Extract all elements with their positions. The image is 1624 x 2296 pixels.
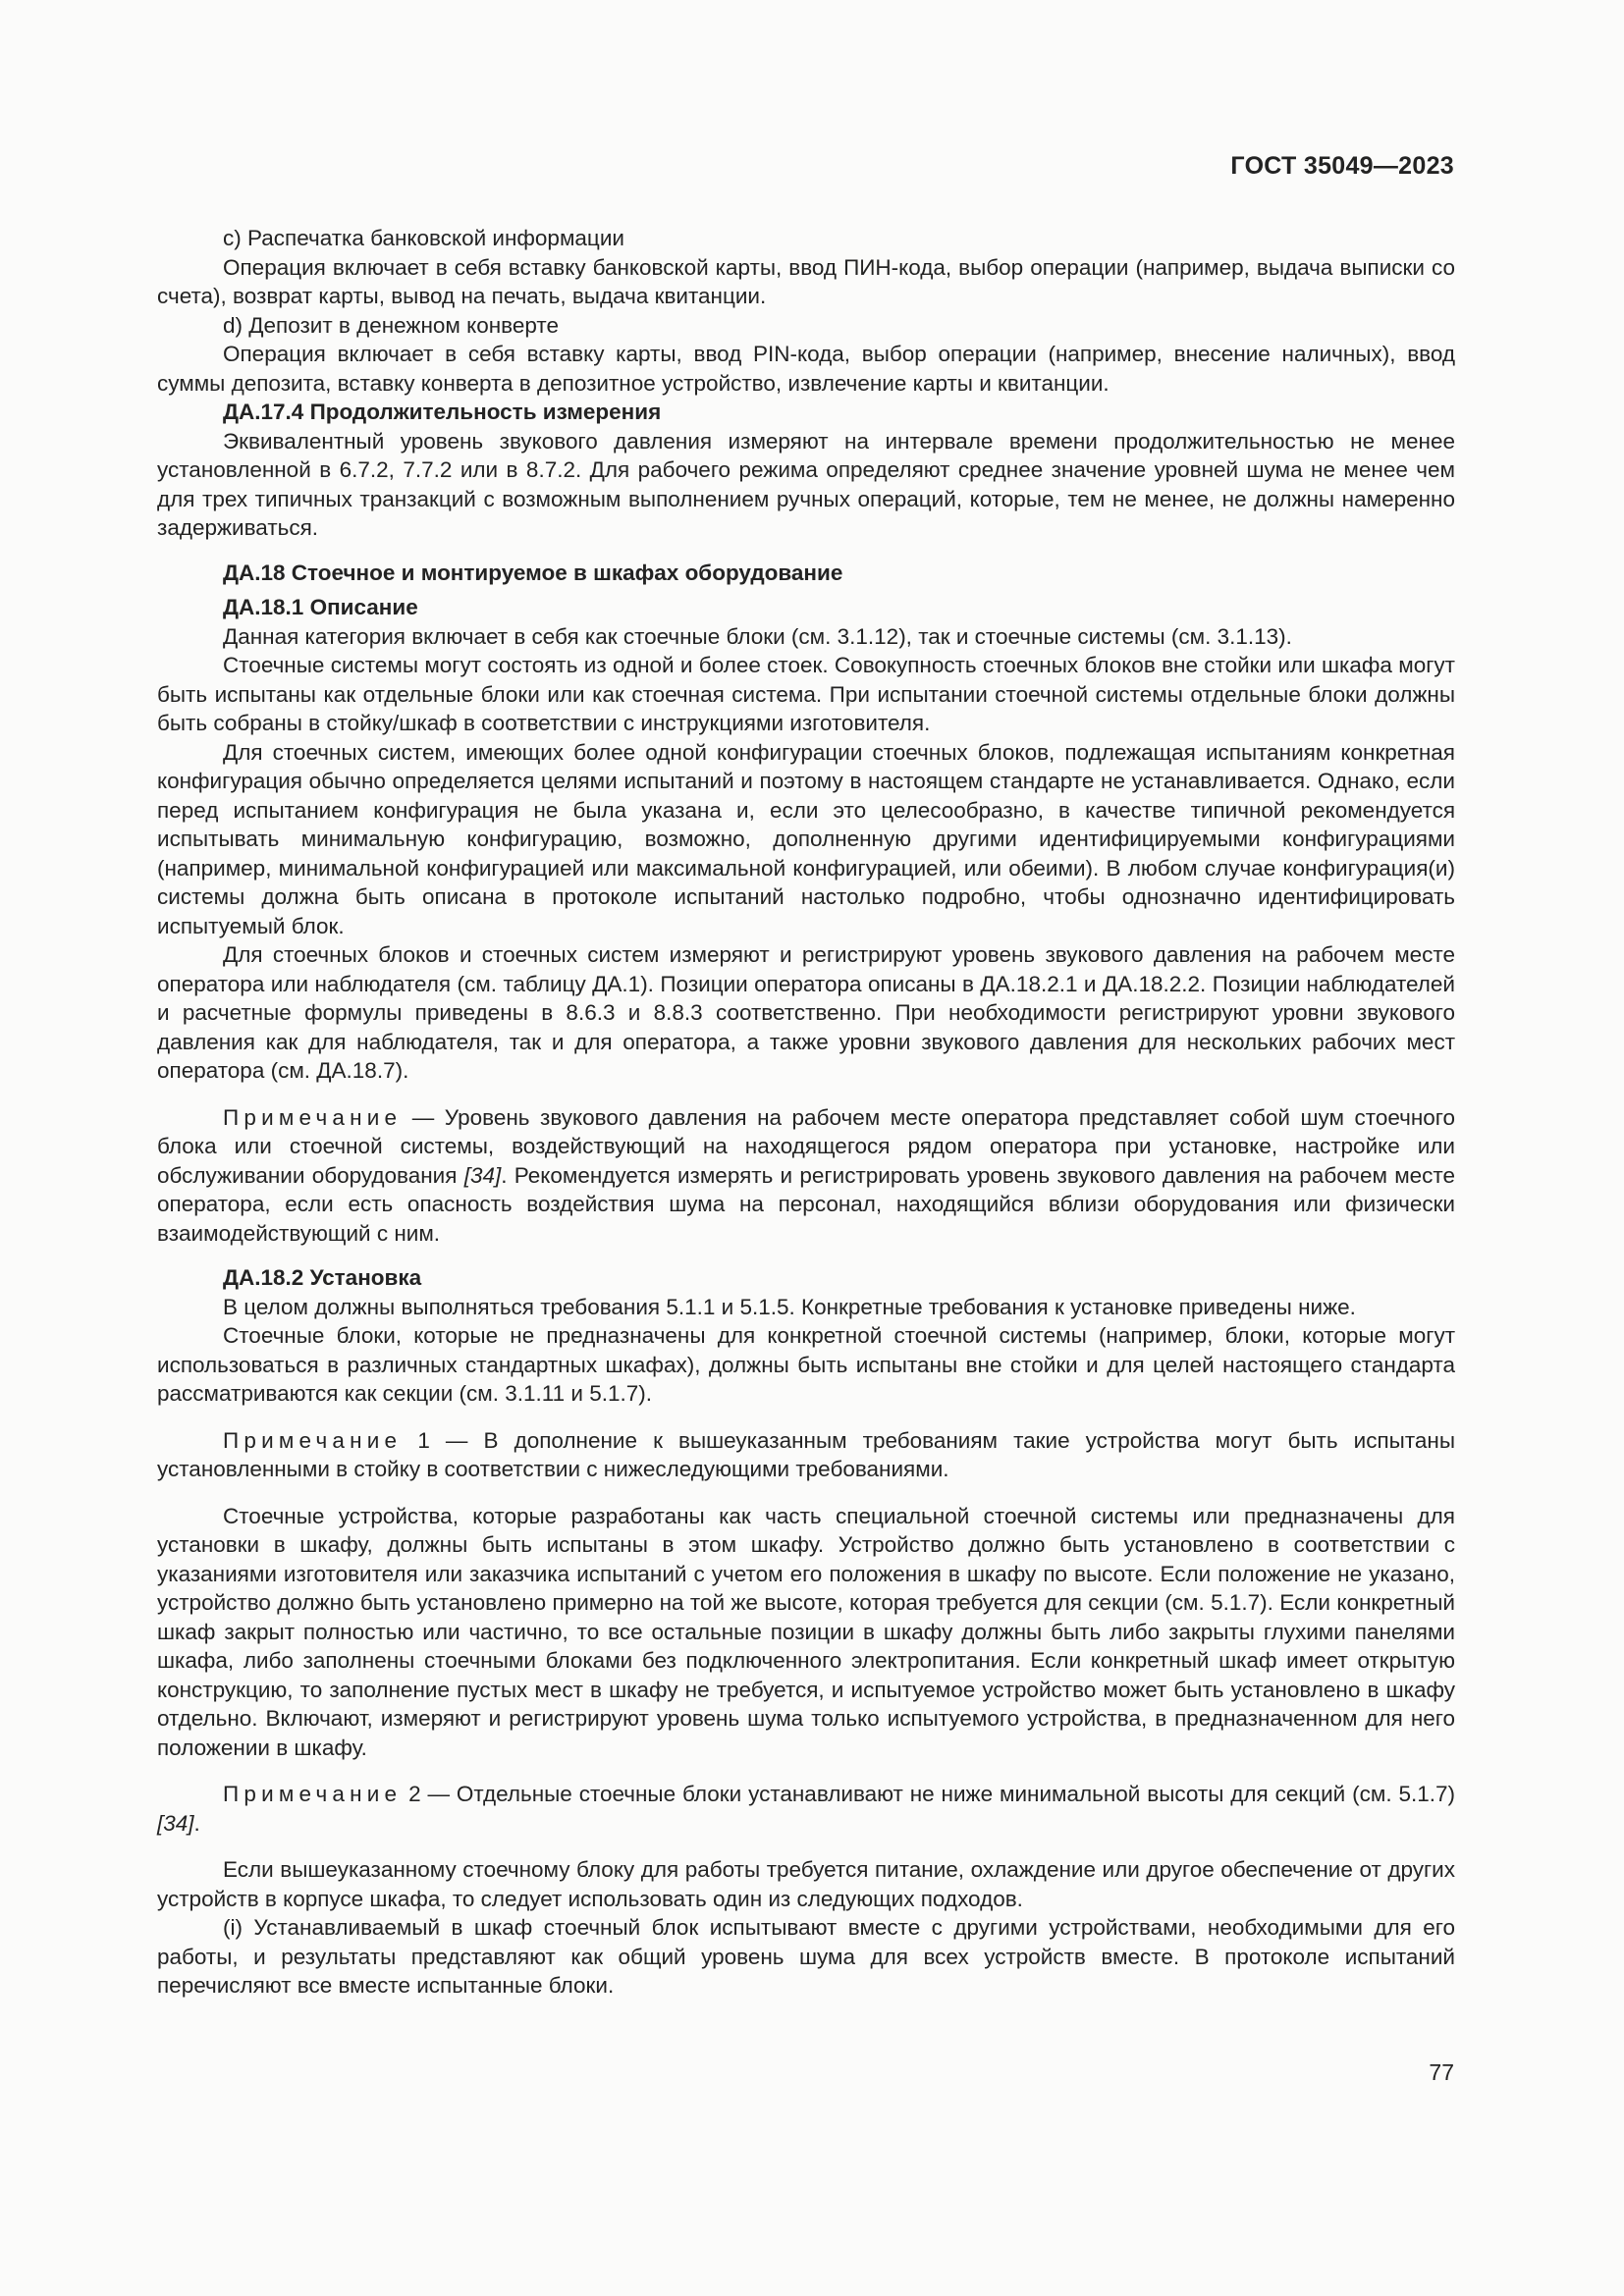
section-heading: ДА.18 Стоечное и монтируемое в шкафах оборудование [223, 560, 843, 585]
subsection-heading: ДА.18.1 Описание [223, 595, 418, 619]
reference: [34] [463, 1162, 502, 1188]
paragraph: d) Депозит в денежном конверте [223, 312, 559, 338]
note-text: . [193, 1810, 200, 1836]
paragraph: Эквивалентный уровень звукового давления измеряют на интервале времени продолжительностью не менее установленной в 6.7.2, 7.7.2 или в 8.7.2. Для рабочего режима определяют среднее значение уровней шума не менее чем для трех типичных транзакций с возможным выполнением ручных операций, которые, тем не менее, не должны намеренно задерживаться. [157, 428, 1455, 540]
note-text: 1 — В дополнение к вышеуказанным требованиям такие устройства могут быть испытаны установленными в стойку в соответствии с нижеследующими требованиями. [157, 1427, 1455, 1481]
note [157, 1780, 1455, 1838]
note-label: Примечание [223, 1427, 403, 1453]
page-number: 77 [1429, 2059, 1454, 2085]
paragraph: В целом должны выполняться требования 5.1.1 и 5.1.5. Конкретные требования к установке приведены ниже. [223, 1294, 1356, 1319]
paragraph: (i) Устанавливаемый в шкаф стоечный блок испытывают вместе с другими устройствами, необходимыми для его работы, и результаты представляют как общий уровень шума для всех устройств вместе. В протоколе испытаний перечисляют все вместе испытанные блоки. [157, 1915, 1455, 1998]
section-heading: ДА.17.4 Продолжительность измерения [223, 400, 662, 424]
paragraph: Если вышеуказанному стоечному блоку для работы требуется питание, охлаждение или другое обеспечение от других устройств в корпусе шкафа, то следует использовать один из следующих подходов. [157, 1857, 1455, 1911]
paragraph: Операция включает в себя вставку карты, ввод PIN-кода, выбор операции (например, внесение наличных), ввод суммы депозита, вставку конверта в депозитное устройство, извлечение карты и квитанции. [157, 342, 1455, 396]
paragraph: Данная категория включает в себя как стоечные блоки (см. 3.1.12), так и стоечные системы (см. 3.1.13). [223, 623, 1292, 649]
note-text: . Рекомендуется измерять и регистрировать уровень звукового давления на рабочем месте оператора, если есть опасность воздействия шума на персонал, находящийся вблизи оборудования или физически взаимодействующий с ним. [157, 1162, 1455, 1246]
reference: [34] [157, 1810, 194, 1836]
paragraph: c) Распечатка банковской информации [223, 226, 624, 250]
standard-header: ГОСТ 35049—2023 [1230, 152, 1454, 180]
paragraph: Операция включает в себя вставку банковской карты, ввод ПИН-кода, выбор операции (например, выдача выписки со счета), возврат карты, вывод на печать, выдача квитанции. [157, 254, 1455, 308]
note-label: Примечание [223, 1104, 403, 1130]
paragraph: Стоечные устройства, которые разработаны как часть специальной стоечной системы или предназначены для установки в шкафу, должны быть испытаны в этом шкафу. Устройство должно быть установлено в соответствии с указаниями изготовителя или заказчика испытаний с учетом его положения в шкафу по высоте. Если положение не указано, устройство должно быть установлено примерно на той же высоте, которая требуется для секции (см. 5.1.7). Если конкретный шкаф закрыт полностью или частично, то все остальные позиции в шкафу должны быть либо закрыты глухими панелями шкафа, либо заполнены стоечными блоками без подключенного электропитания. Если конкретный шкаф имеет открытую конструкцию, то заполнение пустых мест в шкафу не требуется, и испытуемое устройство может быть установлено в шкафу отдельно. Включают, измеряют и регистрируют уровень шума только испытуемого устройства, в предназначенном для него положении в шкафу. [157, 1503, 1455, 1760]
note [157, 1103, 1455, 1249]
paragraph: Стоечные системы могут состоять из одной и более стоек. Совокупность стоечных блоков вне стойки или шкафа могут быть испытаны как отдельные блоки или как стоечная система. При испытании стоечной системы отдельные блоки должны быть собраны в стойку/шкаф в соответствии с инструкциями изготовителя. [157, 653, 1455, 735]
subsection-heading: ДА.18.2 Установка [223, 1265, 422, 1290]
paragraph: Для стоечных блоков и стоечных систем измеряют и регистрируют уровень звукового давления на рабочем месте оператора или наблюдателя (см. таблицу ДА.1). Позиции оператора описаны в ДА.18.2.1 и ДА.18.2.2. Позиции наблюдателей и расчетные формулы приведены в 8.6.3 и 8.8.3 соответственно. При необходимости регистрируют уровни звукового давления как для наблюдателя, так и для оператора, а также уровни звукового давления для нескольких рабочих мест оператора (см. ДА.18.7). [157, 942, 1455, 1083]
paragraph: Стоечные блоки, которые не предназначены для конкретной стоечной системы (например, блоки, которые могут использоваться в различных стандартных шкафах), должны быть испытаны вне стойки и для целей настоящего стандарта рассматриваются как секции (см. 3.1.11 и 5.1.7). [157, 1323, 1455, 1406]
note-text: — Уровень звукового давления на рабочем месте оператора представляет собой шум стоечного блока или стоечной системы, воздействующий на находящегося рядом оператора при установке, настройке или обслуживании оборудования [157, 1104, 1455, 1188]
paragraph: Для стоечных систем, имеющих более одной конфигурации стоечных блоков, подлежащая испытаниям конкретная конфигурация обычно определяется целями испытаний и поэтому в настоящем стандарте не устанавливается. Однако, если перед испытанием конфигурация не была указана и, если это целесообразно, в качестве типичной рекомендуется испытывать минимальную конфигурацию, возможно, дополненную другими идентифицируемыми конфигурациями (например, минимальной конфигурацией или максимальной конфигурацией, или обеими). В любом случае конфигурация(и) системы должна быть описана в протоколе испытаний настолько подробно, чтобы однозначно идентифицировать испытуемый блок. [157, 739, 1455, 938]
page-body [157, 224, 1455, 2001]
note-text: 2 — Отдельные стоечные блоки устанавливают не ниже минимальной высоты для секций (см. 5.1.7) [402, 1782, 1455, 1806]
note [157, 1426, 1455, 1484]
note-label: Примечание [223, 1782, 403, 1806]
